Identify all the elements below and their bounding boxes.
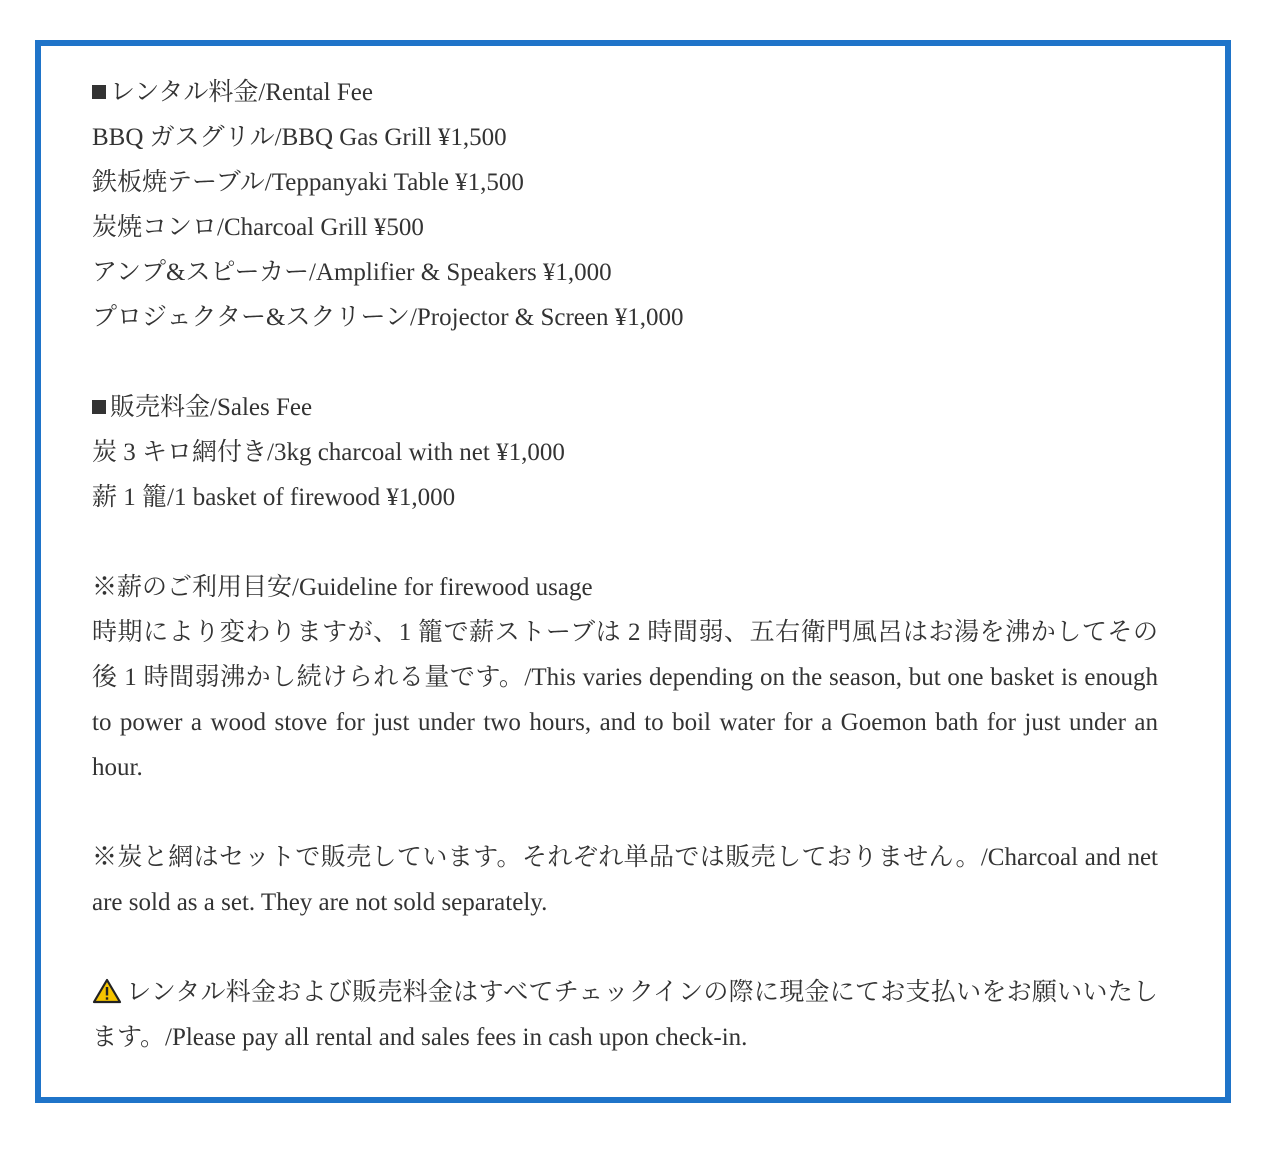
spacer xyxy=(92,925,1158,970)
firewood-guideline-body: 時期により変わりますが、1 籠で薪ストーブは 2 時間弱、五右衛門風呂はお湯を沸かしてその後 1 時間弱沸かし続けられる量です。/This varies depending on the season, but one basket is enough to power a wood stove for just under two hours, and to boil water for a Goemon bath for just under an hour. xyxy=(92,619,1158,781)
sales-item: 炭 3 キロ網付き/3kg charcoal with net ¥1,000 xyxy=(92,439,565,466)
payment-notice-text: レンタル料金および販売料金はすべてチェックインの際に現金にてお支払いをお願いいたします。/Please pay all rental and sales fees in cash upon check-in. xyxy=(92,979,1158,1051)
rental-item: BBQ ガスグリル/BBQ Gas Grill ¥1,500 xyxy=(92,124,507,151)
charcoal-net-note: ※炭と網はセットで販売しています。それぞれ単品では販売しておりません。/Charcoal and net are sold as a set. They are not sold separately. xyxy=(92,844,1158,916)
sales-fee-heading-text: 販売料金/Sales Fee xyxy=(110,394,313,421)
rental-fee-heading-text: レンタル料金/Rental Fee xyxy=(110,79,373,106)
fee-info-content xyxy=(92,70,1158,1060)
sales-item: 薪 1 籠/1 basket of firewood ¥1,000 xyxy=(92,484,456,511)
rental-item: アンプ&スピーカー/Amplifier & Speakers ¥1,000 xyxy=(92,259,612,286)
rental-fee-heading xyxy=(92,70,1158,115)
rental-item: 鉄板焼テーブル/Teppanyaki Table ¥1,500 xyxy=(92,169,524,196)
firewood-guideline-heading: ※薪のご利用目安/Guideline for firewood usage xyxy=(92,574,593,601)
spacer xyxy=(92,340,1158,385)
payment-notice xyxy=(92,970,1158,1060)
rental-item: プロジェクター&スクリーン/Projector & Screen ¥1,000 xyxy=(92,304,684,331)
warning-icon xyxy=(92,978,122,1004)
square-bullet-icon xyxy=(92,400,106,414)
square-bullet-icon xyxy=(92,85,106,99)
sales-fee-heading xyxy=(92,385,1158,430)
spacer xyxy=(92,790,1158,835)
rental-item: 炭焼コンロ/Charcoal Grill ¥500 xyxy=(92,214,424,241)
spacer xyxy=(92,520,1158,565)
